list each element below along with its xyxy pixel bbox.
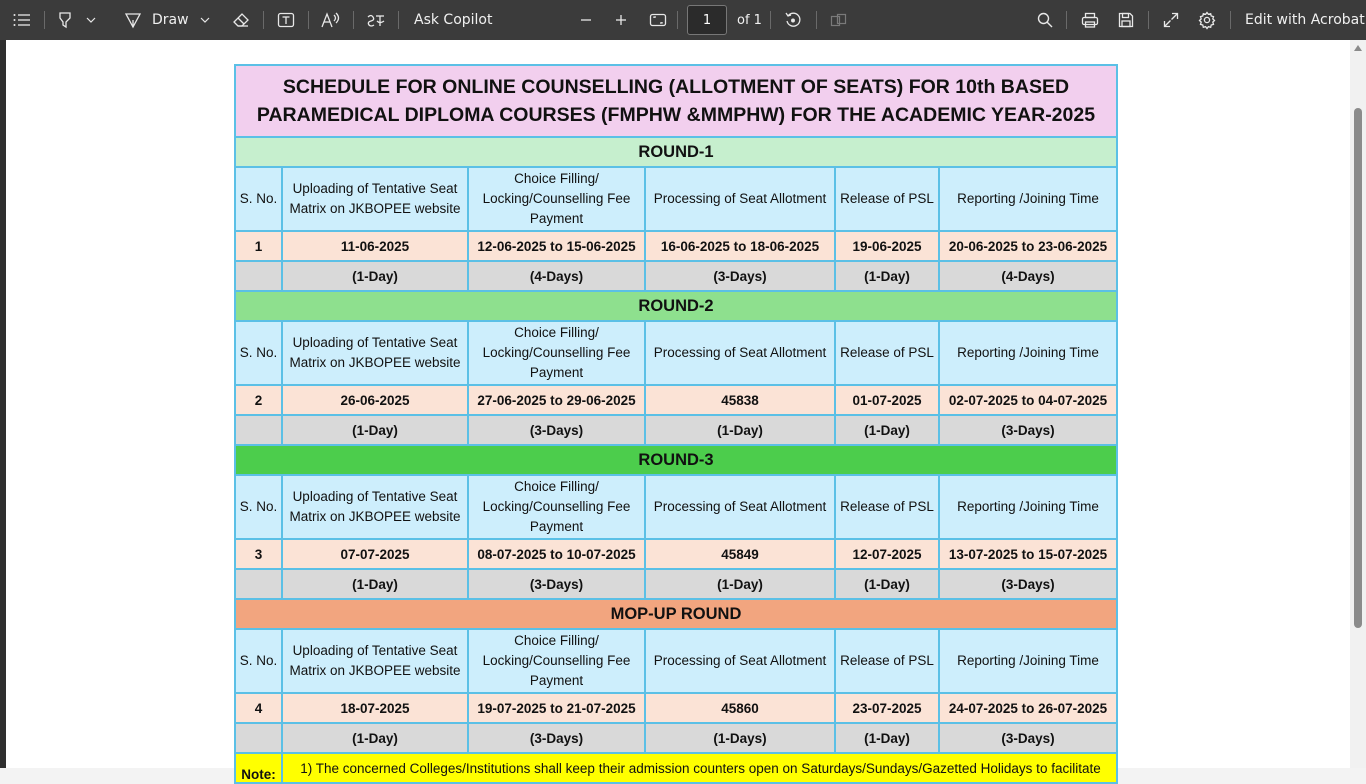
toolbar-divider	[816, 11, 817, 29]
column-header-psl: Release of PSL	[835, 629, 939, 693]
cell-reporting-duration: (3-Days)	[939, 569, 1117, 599]
duration-row	[235, 723, 1117, 753]
cell-psl: 23-07-2025	[835, 693, 939, 723]
column-header-row	[235, 475, 1117, 539]
cell-upload-duration: (1-Day)	[282, 723, 468, 753]
scrollbar-thumb[interactable]	[1354, 108, 1362, 628]
full-screen-icon[interactable]	[1160, 6, 1182, 34]
round-heading: ROUND-2	[235, 291, 1117, 321]
cell-upload: 26-06-2025	[282, 385, 468, 415]
zoom-out-icon[interactable]	[576, 6, 596, 34]
toolbar-divider	[1066, 11, 1067, 29]
column-header-reporting: Reporting /Joining Time	[939, 629, 1117, 693]
cell-processing-duration: (3-Days)	[645, 261, 835, 291]
settings-gear-icon[interactable]	[1196, 6, 1218, 34]
column-header-processing: Processing of Seat Allotment	[645, 321, 835, 385]
chevron-down-icon[interactable]	[84, 6, 98, 34]
column-header-processing: Processing of Seat Allotment	[645, 167, 835, 231]
zoom-in-icon[interactable]	[611, 6, 631, 34]
cell-choice-duration: (3-Days)	[468, 569, 645, 599]
viewer-left-edge	[0, 40, 6, 768]
column-header-row	[235, 167, 1117, 231]
toolbar-divider	[677, 11, 678, 29]
table-row	[235, 385, 1117, 415]
column-header-upload: Uploading of Tentative Seat Matrix on JKBOPEE website	[282, 475, 468, 539]
cell-choice: 19-07-2025 to 21-07-2025	[468, 693, 645, 723]
cell-sno-empty	[235, 569, 282, 599]
search-icon[interactable]	[1034, 6, 1056, 34]
cell-sno-empty	[235, 261, 282, 291]
toolbar-divider	[263, 11, 264, 29]
note-label: Note:	[235, 753, 282, 783]
round-heading: ROUND-1	[235, 137, 1117, 167]
column-header-psl: Release of PSL	[835, 321, 939, 385]
translate-icon[interactable]	[364, 6, 388, 34]
duration-row	[235, 569, 1117, 599]
cell-processing-duration: (1-Day)	[645, 569, 835, 599]
toolbar-divider	[44, 11, 45, 29]
column-header-choice: Choice Filling/ Locking/Counselling Fee Payment	[468, 167, 645, 231]
column-header-row	[235, 321, 1117, 385]
rotate-icon[interactable]	[782, 6, 804, 34]
cell-reporting-duration: (4-Days)	[939, 261, 1117, 291]
cell-sno: 4	[235, 693, 282, 723]
pdf-toolbar	[0, 0, 1366, 40]
cell-processing: 45838	[645, 385, 835, 415]
cell-processing-duration: (1-Day)	[645, 415, 835, 445]
column-header-upload: Uploading of Tentative Seat Matrix on JKBOPEE website	[282, 167, 468, 231]
highlight-icon[interactable]	[54, 6, 76, 34]
toolbar-divider	[1148, 11, 1149, 29]
table-row	[235, 231, 1117, 261]
cell-upload-duration: (1-Day)	[282, 569, 468, 599]
toolbar-divider	[1230, 11, 1231, 29]
cell-choice: 27-06-2025 to 29-06-2025	[468, 385, 645, 415]
page-count: of 1	[737, 12, 762, 28]
cell-psl-duration: (1-Day)	[835, 569, 939, 599]
column-header-sno: S. No.	[235, 321, 282, 385]
column-header-reporting: Reporting /Joining Time	[939, 475, 1117, 539]
round-heading: MOP-UP ROUND	[235, 599, 1117, 629]
table-row	[235, 693, 1117, 723]
cell-processing: 45849	[645, 539, 835, 569]
cell-reporting: 02-07-2025 to 04-07-2025	[939, 385, 1117, 415]
column-header-sno: S. No.	[235, 629, 282, 693]
text-box-icon[interactable]	[274, 6, 298, 34]
ask-copilot-button[interactable]: Ask Copilot	[414, 12, 493, 28]
cell-choice: 08-07-2025 to 10-07-2025	[468, 539, 645, 569]
column-header-processing: Processing of Seat Allotment	[645, 475, 835, 539]
column-header-processing: Processing of Seat Allotment	[645, 629, 835, 693]
schedule-title: SCHEDULE FOR ONLINE COUNSELLING (ALLOTMENT OF SEATS) FOR 10th BASED PARAMEDICAL DIPLOMA COURSES (FMPHW &MMPHW) FOR THE ACADEMIC YEAR-2025	[235, 65, 1117, 137]
print-icon[interactable]	[1078, 6, 1102, 34]
contents-list-icon[interactable]	[10, 6, 34, 34]
cell-psl-duration: (1-Day)	[835, 261, 939, 291]
column-header-upload: Uploading of Tentative Seat Matrix on JKBOPEE website	[282, 629, 468, 693]
cell-upload: 07-07-2025	[282, 539, 468, 569]
cell-choice-duration: (3-Days)	[468, 723, 645, 753]
cell-reporting-duration: (3-Days)	[939, 415, 1117, 445]
cell-sno-empty	[235, 723, 282, 753]
cell-reporting: 24-07-2025 to 26-07-2025	[939, 693, 1117, 723]
cell-processing: 16-06-2025 to 18-06-2025	[645, 231, 835, 261]
cell-processing: 45860	[645, 693, 835, 723]
cell-reporting: 13-07-2025 to 15-07-2025	[939, 539, 1117, 569]
fit-page-icon[interactable]	[647, 6, 669, 34]
cell-choice: 12-06-2025 to 15-06-2025	[468, 231, 645, 261]
toolbar-divider	[398, 11, 399, 29]
scroll-up-arrow-icon[interactable]	[1353, 44, 1363, 54]
note-text: 1) The concerned Colleges/Institutions shall keep their admission counters open on Saturdays/Sundays/Gazetted Holidays to facilitate	[282, 753, 1117, 783]
cell-upload: 18-07-2025	[282, 693, 468, 723]
toolbar-divider	[353, 11, 354, 29]
column-header-sno: S. No.	[235, 475, 282, 539]
cell-processing-duration: (1-Days)	[645, 723, 835, 753]
cell-psl: 01-07-2025	[835, 385, 939, 415]
schedule-table	[234, 64, 1118, 784]
page-number-input[interactable]: 1	[687, 5, 727, 35]
duration-row	[235, 261, 1117, 291]
column-header-psl: Release of PSL	[835, 167, 939, 231]
column-header-choice: Choice Filling/ Locking/Counselling Fee Payment	[468, 475, 645, 539]
eraser-icon[interactable]	[229, 6, 253, 34]
toolbar-divider	[770, 11, 771, 29]
column-header-row	[235, 629, 1117, 693]
cell-upload-duration: (1-Day)	[282, 261, 468, 291]
column-header-psl: Release of PSL	[835, 475, 939, 539]
draw-button[interactable]: Draw	[152, 12, 189, 28]
column-header-upload: Uploading of Tentative Seat Matrix on JKBOPEE website	[282, 321, 468, 385]
cell-reporting: 20-06-2025 to 23-06-2025	[939, 231, 1117, 261]
pdf-page	[234, 64, 1116, 784]
cell-choice-duration: (3-Days)	[468, 415, 645, 445]
column-header-reporting: Reporting /Joining Time	[939, 167, 1117, 231]
cell-psl: 12-07-2025	[835, 539, 939, 569]
cell-psl-duration: (1-Day)	[835, 723, 939, 753]
chevron-down-icon[interactable]	[198, 6, 212, 34]
cell-psl: 19-06-2025	[835, 231, 939, 261]
cell-upload-duration: (1-Day)	[282, 415, 468, 445]
cell-sno: 1	[235, 231, 282, 261]
round-heading: ROUND-3	[235, 445, 1117, 475]
cell-upload: 11-06-2025	[282, 231, 468, 261]
two-page-view-icon[interactable]	[828, 6, 850, 34]
edit-with-acrobat-button[interactable]: Edit with Acrobat	[1245, 12, 1365, 28]
column-header-reporting: Reporting /Joining Time	[939, 321, 1117, 385]
cell-sno: 2	[235, 385, 282, 415]
cell-sno-empty	[235, 415, 282, 445]
save-icon[interactable]	[1115, 6, 1137, 34]
draw-icon[interactable]	[121, 6, 145, 34]
column-header-sno: S. No.	[235, 167, 282, 231]
column-header-choice: Choice Filling/ Locking/Counselling Fee Payment	[468, 321, 645, 385]
cell-reporting-duration: (3-Days)	[939, 723, 1117, 753]
cell-sno: 3	[235, 539, 282, 569]
cell-psl-duration: (1-Day)	[835, 415, 939, 445]
toolbar-divider	[308, 11, 309, 29]
read-aloud-icon[interactable]	[319, 6, 343, 34]
column-header-choice: Choice Filling/ Locking/Counselling Fee Payment	[468, 629, 645, 693]
cell-choice-duration: (4-Days)	[468, 261, 645, 291]
table-row	[235, 539, 1117, 569]
duration-row	[235, 415, 1117, 445]
